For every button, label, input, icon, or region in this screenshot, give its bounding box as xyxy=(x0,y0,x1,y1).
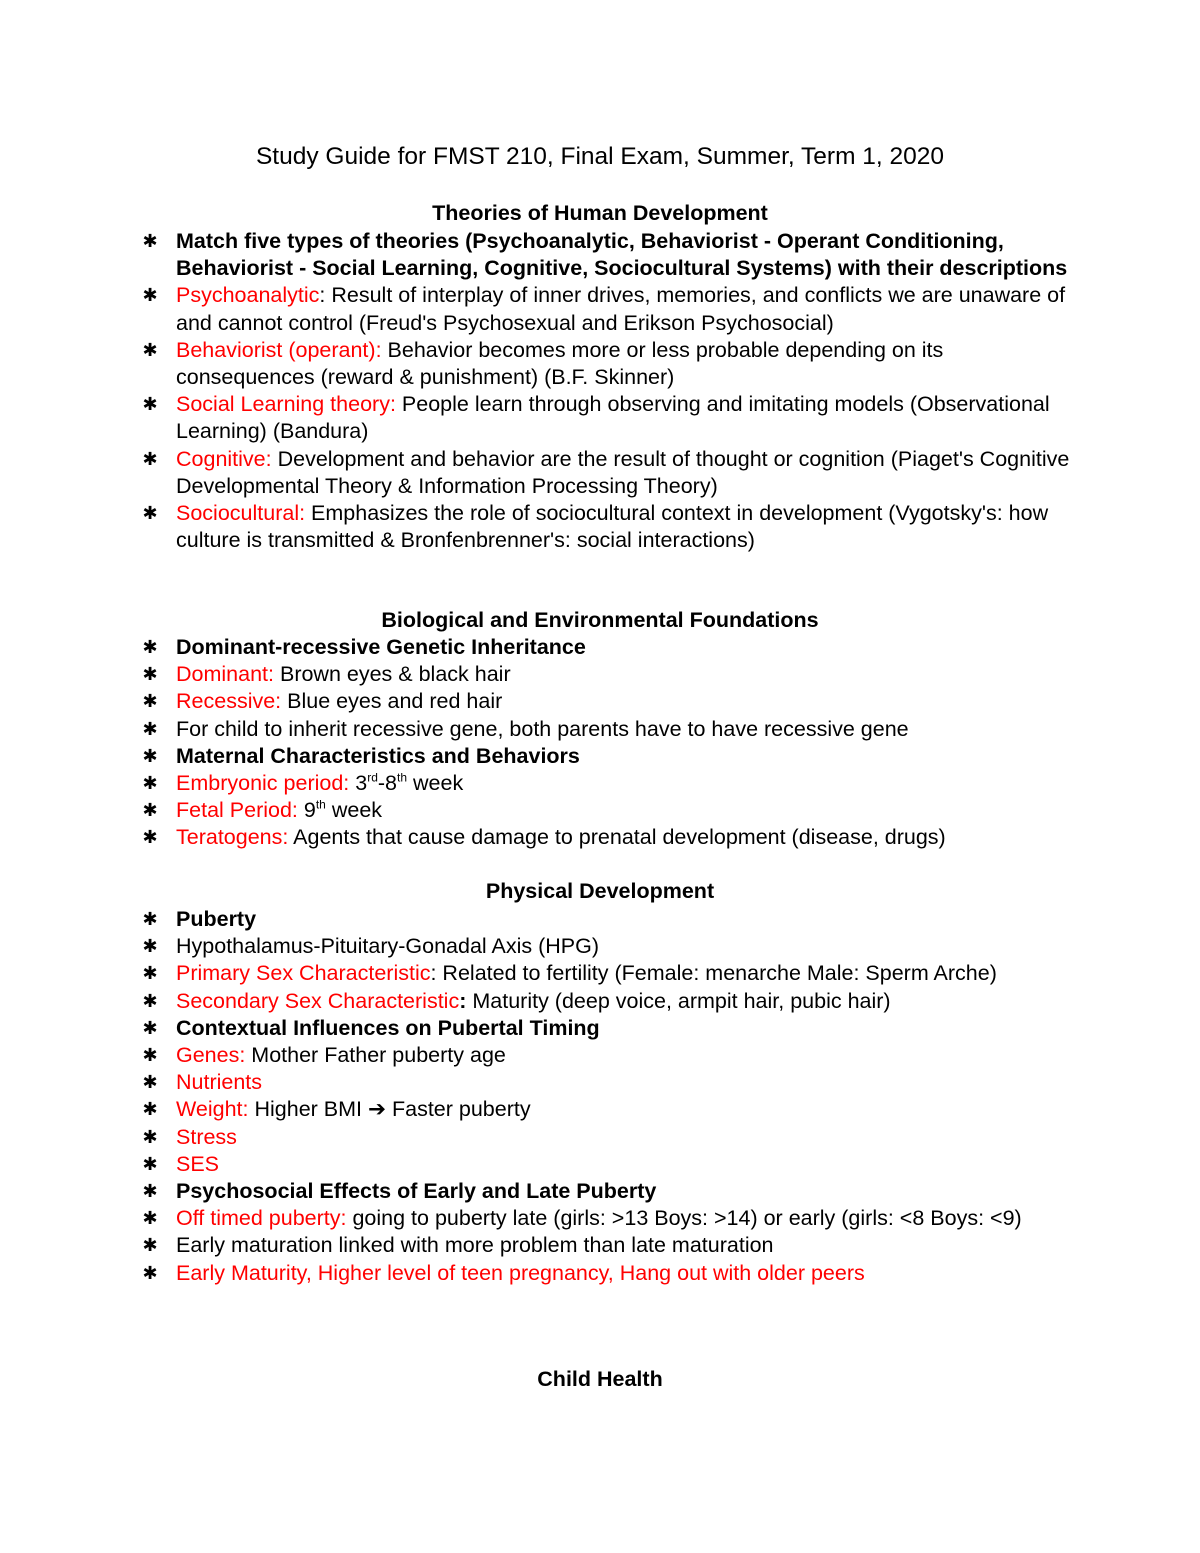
list-item xyxy=(140,1096,1080,1123)
list-item xyxy=(140,337,1080,391)
term-label: Social Learning theory: xyxy=(176,392,396,417)
term-description: Mother Father puberty age xyxy=(245,1043,506,1068)
section-heading-physical: Physical Development xyxy=(485,879,715,903)
week-range: -8 xyxy=(377,771,398,796)
term-label: Psychoanalytic xyxy=(176,283,320,308)
physical-list xyxy=(140,906,1080,1287)
term-label: Secondary Sex Characteristic xyxy=(176,988,460,1013)
bullet-text: Contextual Influences on Pubertal Timing xyxy=(176,1015,600,1040)
week-word: week xyxy=(325,798,383,823)
list-item xyxy=(140,716,1080,743)
asterisk-icon: ✱ xyxy=(142,285,158,307)
term-label: Primary Sex Characteristic xyxy=(176,961,431,986)
list-item xyxy=(140,1178,1080,1205)
section-heading-theories: Theories of Human Development xyxy=(432,201,768,225)
term-label: Dominant: xyxy=(176,662,274,687)
heavy-asterisk-icon: ✱ xyxy=(142,637,158,658)
list-item xyxy=(140,933,1080,960)
heavy-asterisk-icon: ✱ xyxy=(142,691,158,713)
list-item xyxy=(140,500,1080,554)
asterisk-icon: ✱ xyxy=(142,1208,158,1230)
asterisk-icon: ✱ xyxy=(142,503,158,525)
asterisk-icon: ✱ xyxy=(142,990,158,1012)
asterisk-icon: ✱ xyxy=(142,339,158,361)
term-description: Brown eyes & black hair xyxy=(274,662,511,687)
section-heading-biological: Biological and Environmental Foundations xyxy=(381,608,819,632)
term-label: Weight: xyxy=(176,1097,249,1122)
term-label: Off timed puberty: xyxy=(176,1206,347,1231)
week-start: 3 xyxy=(349,771,368,796)
list-item xyxy=(140,1260,1080,1287)
week-word: week xyxy=(407,771,464,796)
list-item xyxy=(140,960,1080,987)
term-description: Agents that cause damage to prenatal development (disease, drugs) xyxy=(288,825,946,850)
asterisk-icon: ✱ xyxy=(142,1153,158,1175)
heavy-asterisk-icon: ✱ xyxy=(142,909,158,930)
list-item xyxy=(140,1205,1080,1232)
bullet-text: Maternal Characteristics and Behaviors xyxy=(176,743,580,768)
heavy-asterisk-icon: ✱ xyxy=(142,1181,158,1203)
asterisk-icon: ✱ xyxy=(142,448,158,470)
term-label: Embryonic period: xyxy=(176,771,350,796)
asterisk-icon: ✱ xyxy=(142,773,158,795)
list-item xyxy=(140,1015,1080,1042)
term-label: Nutrients xyxy=(176,1070,263,1095)
list-item xyxy=(140,988,1080,1015)
list-item xyxy=(140,1042,1080,1069)
term-label: Sociocultural: xyxy=(176,501,306,526)
ordinal-suffix: th xyxy=(397,770,408,785)
term-label: Stress xyxy=(176,1124,237,1149)
biological-list xyxy=(140,634,1080,852)
section-heading-child-health: Child Health xyxy=(537,1367,663,1391)
list-item xyxy=(140,1151,1080,1178)
theories-list xyxy=(140,228,1080,554)
asterisk-icon: ✱ xyxy=(142,1126,158,1148)
list-item xyxy=(140,797,1080,824)
term-description: Emphasizes the role of sociocultural context in development (Vygotsky's: how culture is transmitted & Bronfenbrenner's: social interactions) xyxy=(176,501,1049,553)
list-item xyxy=(140,1232,1080,1259)
term-description: Development and behavior are the result of thought or cognition (Piaget's Cognitive Developmental Theory & Information Processing Theory) xyxy=(176,446,1070,498)
bullet-text: Early maturation linked with more problem than late maturation xyxy=(176,1233,774,1258)
term-label: Recessive: xyxy=(176,689,282,714)
term-label: Teratogens: xyxy=(176,825,289,850)
heavy-asterisk-icon: ✱ xyxy=(142,963,158,985)
term-label: Fetal Period: xyxy=(176,798,298,823)
asterisk-icon: ✱ xyxy=(142,827,158,849)
bullet-text: Puberty xyxy=(176,907,257,931)
ordinal-suffix: rd xyxy=(367,770,378,785)
asterisk-icon: ✱ xyxy=(142,664,158,686)
bullet-text: Early Maturity, Higher level of teen pregnancy, Hang out with older peers xyxy=(176,1260,865,1285)
asterisk-icon: ✱ xyxy=(142,1045,158,1067)
list-item xyxy=(140,824,1080,851)
term-description: Maturity (deep voice, armpit hair, pubic hair) xyxy=(466,988,891,1013)
ordinal-suffix: th xyxy=(315,797,326,812)
bullet-text: Dominant-recessive Genetic Inheritance xyxy=(176,635,586,659)
bullet-text: Hypothalamus-Pituitary-Gonadal Axis (HPG) xyxy=(176,934,599,959)
heavy-asterisk-icon: ✱ xyxy=(142,745,158,767)
term-description: Behavior becomes more or less probable depending on its consequences (reward & punishment) (B.F. Skinner) xyxy=(176,337,944,390)
bullet-text: Psychosocial Effects of Early and Late Puberty xyxy=(176,1179,657,1204)
list-item xyxy=(140,391,1080,445)
asterisk-icon: ✱ xyxy=(142,1072,158,1094)
term-label: Genes: xyxy=(176,1043,246,1068)
list-item xyxy=(140,1124,1080,1151)
term-label: SES xyxy=(176,1151,220,1176)
list-item xyxy=(140,661,1080,688)
asterisk-icon: ✱ xyxy=(142,1235,158,1257)
asterisk-icon: ✱ xyxy=(142,718,158,740)
list-item xyxy=(140,446,1080,500)
list-item xyxy=(140,770,1080,797)
bullet-text: Match five types of theories (Psychoanalytic, Behaviorist - Operant Conditioning, Behaviorist - Social Learning, Cognitive, Sociocultural Systems) with their descriptions xyxy=(176,229,1068,281)
heavy-asterisk-icon: ✱ xyxy=(142,231,158,252)
list-item xyxy=(140,906,1080,933)
asterisk-icon: ✱ xyxy=(142,800,158,822)
list-item xyxy=(140,228,1080,282)
list-item xyxy=(140,282,1080,336)
term-description: : Result of interplay of inner drives, memories, and conflicts we are unaware of and cannot control (Freud's Psychosexual and Erikson Psychosocial) xyxy=(176,283,1066,335)
term-description: Faster puberty xyxy=(386,1097,531,1122)
term-label: Behaviorist (operant): xyxy=(176,337,382,362)
week-start: 9 xyxy=(297,798,316,823)
term-description: : Related to fertility (Female: menarche Male: Sperm Arche) xyxy=(430,961,997,986)
document-title: Study Guide for FMST 210, Final Exam, Summer, Term 1, 2020 xyxy=(255,143,945,170)
list-item xyxy=(140,743,1080,770)
heavy-asterisk-icon: ✱ xyxy=(142,936,158,958)
list-item xyxy=(140,688,1080,715)
right-arrow-icon: ➔ xyxy=(367,1097,386,1122)
term-description: going to puberty late (girls: >13 Boys: >14) or early (girls: <8 Boys: <9) xyxy=(346,1206,1022,1231)
term-colon: : xyxy=(459,988,467,1013)
term-description: Higher BMI xyxy=(248,1097,368,1122)
asterisk-icon: ✱ xyxy=(142,394,158,416)
heavy-asterisk-icon: ✱ xyxy=(142,1017,158,1039)
asterisk-icon: ✱ xyxy=(142,1099,158,1121)
term-description: Blue eyes and red hair xyxy=(281,689,503,714)
term-description: People learn through observing and imitating models (Observational Learning) (Bandura) xyxy=(176,392,1050,444)
asterisk-icon: ✱ xyxy=(142,1262,158,1284)
bullet-text: For child to inherit recessive gene, both parents have to have recessive gene xyxy=(176,716,909,741)
list-item xyxy=(140,634,1080,661)
term-label: Cognitive: xyxy=(176,446,272,471)
list-item xyxy=(140,1069,1080,1096)
